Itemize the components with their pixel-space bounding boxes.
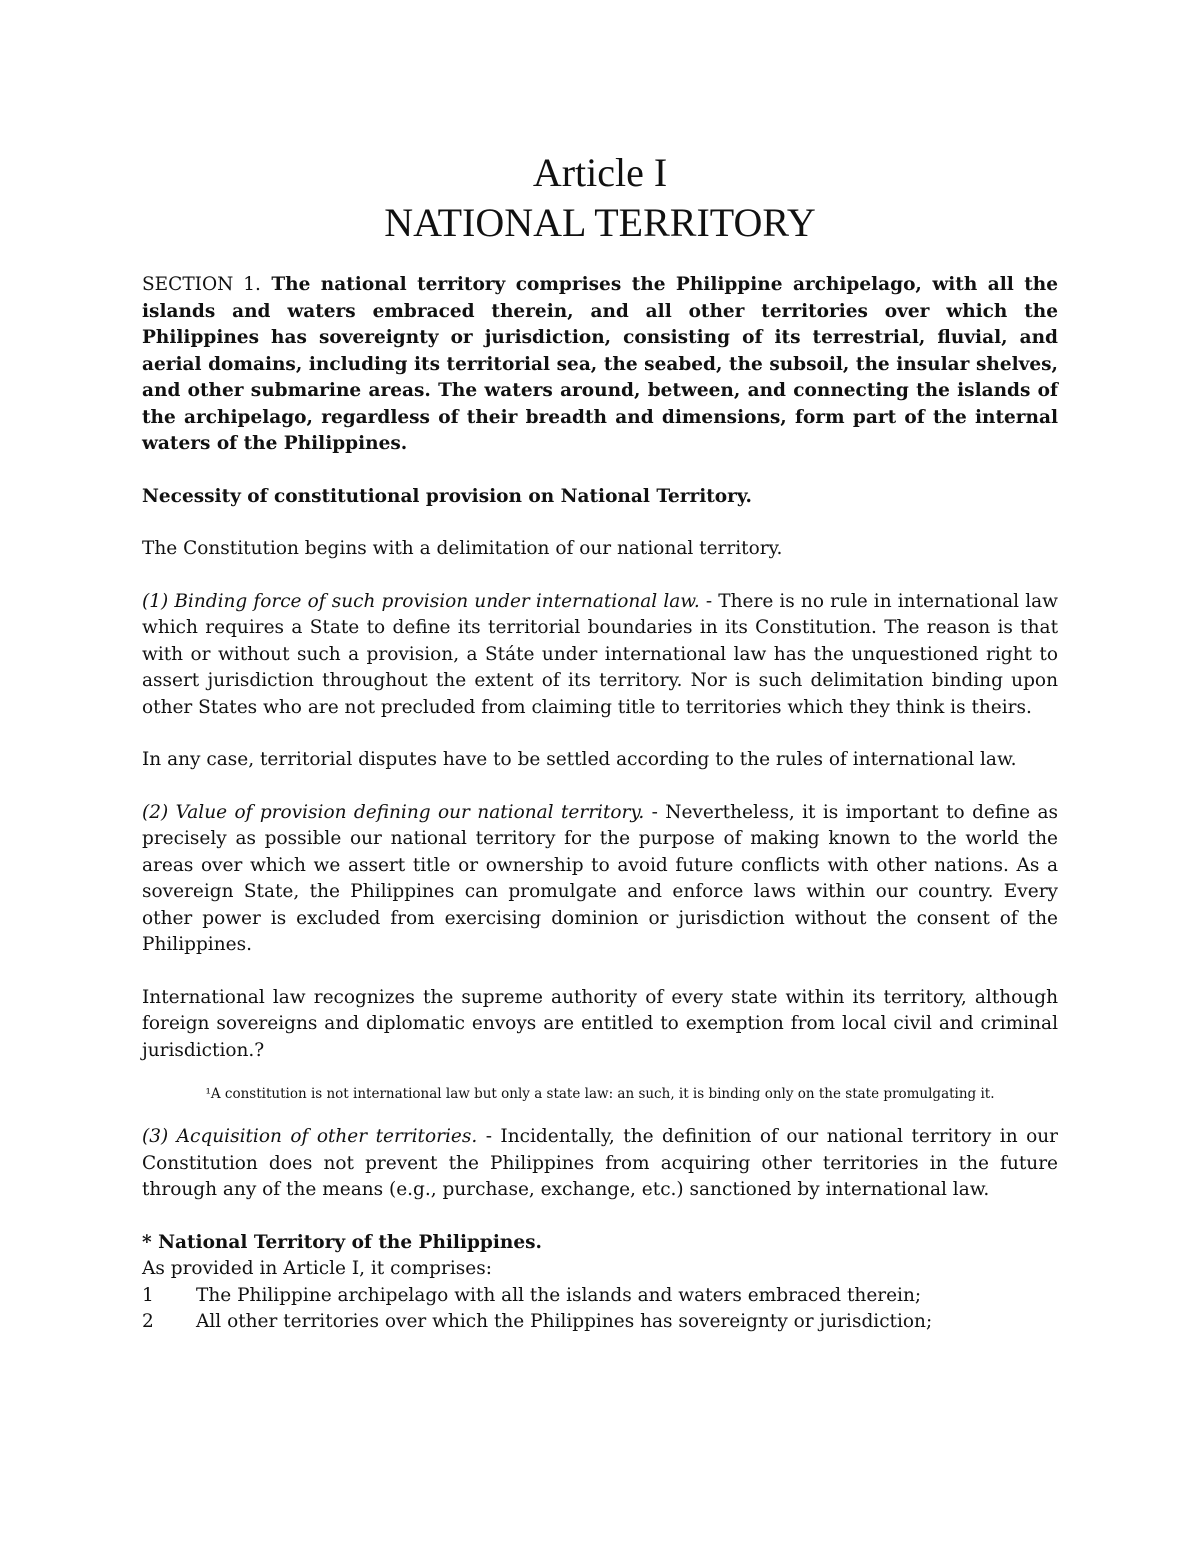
document-page	[142, 148, 1058, 1336]
list-intro: As provided in Article I, it comprises:	[142, 1258, 492, 1279]
article-name: NATIONAL TERRITORY	[384, 200, 816, 245]
intl-law-paragraph: International law recognizes the supreme authority of every state within its territory, although foreign sovereigns and diplomatic envoys are entitled to exemption from local civil and criminal jurisdiction.?	[142, 986, 1058, 1061]
point-1-text: - There is no rule in international law which requires a State to define its territorial boundaries in its Constitution. The reason is that with or without such a provision, a Státe under international law has the unquestioned right to assert jurisdiction throughout the extent of its territory. Nor is such delimitation binding upon other States who are not precluded from claiming title to territories which they think is theirs.	[142, 590, 1058, 718]
list-item-number: 1	[142, 1284, 154, 1306]
national-territory-heading: * National Territory of the Philippines.	[142, 1231, 542, 1253]
list-item-number: 2	[142, 1311, 154, 1332]
article-title	[142, 148, 1058, 248]
list-item	[142, 1309, 1058, 1336]
section-1-label: SECTION 1.	[142, 274, 261, 295]
necessity-heading: Necessity of constitutional provision on National Territory.	[142, 485, 752, 507]
article-number: Article I	[532, 150, 668, 195]
point-1-paragraph	[142, 589, 1058, 722]
section-1-text: The national territory comprises the Philippine archipelago, with all the islands and waters embraced therein, and all other territories over which the Philippines has sovereignty or jurisdiction, consisting of its terrestrial, fluvial, and aerial domains, including its territorial sea, the seabed, the subsoil, the insular shelves, and other submarine areas. The waters around, between, and connecting the islands of the archipelago, regardless of their breadth and dimensions, form part of the internal waters of the Philippines.	[142, 274, 1058, 454]
disputes-paragraph: In any case, territorial disputes have to be settled according to the rules of international law.	[142, 749, 1017, 770]
point-2-paragraph	[142, 800, 1058, 959]
point-3-text: - Incidentally, the definition of our national territory in our Constitution does not prevent the Philippines from acquiring other territories in the future through any of the means (e.g., purchase, exchange, etc.) sanctioned by international law.	[142, 1126, 1059, 1200]
point-1-title: (1) Binding force of such provision under international law.	[142, 590, 700, 612]
list-item-text: The Philippine archipelago with all the islands and waters embraced therein;	[196, 1284, 922, 1306]
point-3-paragraph	[142, 1124, 1058, 1204]
list-item-text: All other territories over which the Philippines has sovereignty or jurisdiction;	[196, 1311, 933, 1332]
section-1-paragraph	[142, 272, 1058, 458]
point-2-title: (2) Value of provision defining our national territory.	[142, 801, 645, 823]
list-item	[142, 1283, 1058, 1310]
territory-list	[142, 1283, 1058, 1336]
intro-paragraph: The Constitution begins with a delimitation of our national territory.	[142, 538, 783, 559]
footnote: ¹A constitution is not international law but only a state law: an such, it is binding only on the state promulgating it.	[205, 1086, 995, 1102]
point-3-title: (3) Acquisition of other territories.	[142, 1126, 478, 1147]
point-2-text: - Nevertheless, it is important to define as precisely as possible our national territory for the purpose of making known to the world the areas over which we assert title or ownership to avoid future conflicts with other nations. As a sovereign State, the Philippines can promulgate and enforce laws within our country. Every other power is excluded from exercising dominion or jurisdiction without the consent of the Philippines.	[142, 801, 1058, 955]
